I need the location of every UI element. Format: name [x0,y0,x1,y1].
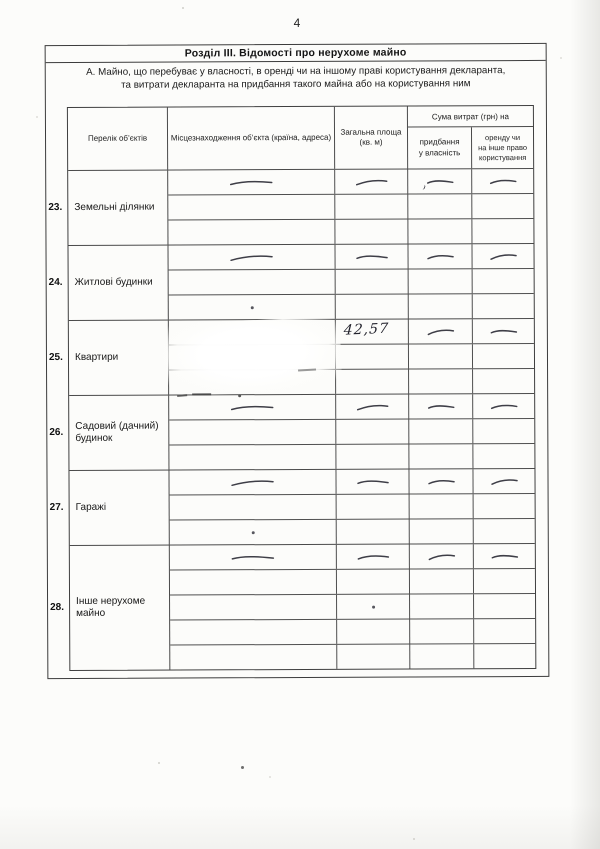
row-number: 26. [49,426,64,439]
scan-speckle [241,766,244,769]
rent-cost-cell [472,194,533,218]
table-row-block [50,543,536,670]
rent-cost-cell [473,269,534,293]
location-cell [169,395,336,420]
location-cell [168,245,335,270]
handwritten-dash-icon [355,177,388,186]
handwritten-dash-icon [230,253,274,262]
rent-cost-cell [473,319,534,343]
area-cell [336,345,409,369]
area-cell [337,645,410,669]
location-cell [168,195,335,220]
form-outer-box [45,43,550,679]
header-costs-group-title: Сума витрат (грн) на [408,106,533,128]
header-location: Місцезнаходження об’єкта (країна, адреса) [168,107,335,170]
section-subtitle-line2: та витрати декларанта на придбання такого майна або на користування ним [121,77,471,91]
purchase-cost-cell [409,444,473,468]
handwritten-dash-icon [355,252,388,261]
purchase-cost-cell [409,344,473,368]
area-cell [337,620,410,644]
scan-edge-shading-right [570,0,600,849]
area-cell [337,595,410,619]
table-subrow [169,368,534,395]
row-subrows [169,469,534,545]
handwritten-dot [372,605,375,608]
area-cell [336,445,409,469]
location-cell [169,320,336,345]
table-subrow [170,618,535,645]
rent-cost-cell [473,419,534,443]
handwritten-dot [250,306,253,309]
scan-speckle [158,762,160,764]
rent-cost-cell [474,544,535,568]
row-subrows [169,394,534,470]
table-subrow [169,394,534,420]
section-subtitle [46,65,546,92]
area-cell [337,495,410,519]
handwritten-dash-icon [426,177,454,186]
handwritten-dash-icon [231,553,275,562]
header-costs-group [408,106,533,169]
table-row-block [48,168,533,245]
row-subrows [168,244,533,320]
row-subrows [168,169,533,245]
handwritten-dash-icon [490,402,518,411]
rent-cost-cell [474,644,535,668]
area-cell [336,270,409,294]
handwritten-dash-icon [356,402,389,411]
table-subrow [169,319,534,345]
table-subrow [168,169,533,195]
table-subrow [168,193,533,220]
rent-cost-cell [473,394,534,418]
row-label: Земельні ділянки [68,171,168,245]
row-subrows [170,544,536,670]
table-subrow [170,643,535,670]
table-subrow [168,218,533,245]
row-label: Інше нерухоме майно [70,546,171,670]
header-objects: Перелік об’єктів [68,108,168,170]
header-total-area: Загальна площа (кв. м) [335,107,408,169]
handwritten-dash-icon [229,178,273,187]
row-label: Гаражі [69,471,169,545]
row-number: 28. [50,601,65,614]
rent-cost-cell [473,444,534,468]
area-cell [335,170,408,194]
purchase-cost-cell [410,519,474,543]
location-cell [169,420,336,445]
area-cell [337,545,410,569]
scan-speckle [36,116,38,118]
purchase-cost-cell [410,594,474,618]
table-subrow [170,544,535,570]
table-row-block [48,318,534,395]
area-cell [335,245,408,269]
table-subrow [170,593,535,620]
rent-cost-cell [474,594,535,618]
row-number: 23. [48,201,63,214]
handwritten-dash-icon [426,327,454,336]
area-cell [337,570,410,594]
table-subrow [169,418,534,445]
location-cell [169,445,336,470]
purchase-cost-cell [409,469,473,493]
location-cell [170,570,337,595]
handwritten-dash-icon [490,552,518,561]
location-cell [170,545,337,570]
handwritten-dash-icon [230,403,274,412]
rent-cost-cell [472,219,533,243]
table-subrow [170,493,535,520]
rent-cost-cell [473,344,534,368]
handwritten-dash-icon [427,477,455,486]
rent-cost-cell [472,244,533,268]
header-cost-rent: оренду чи на інше право користування [478,132,528,162]
location-cell [170,595,337,620]
scan-speckle [182,7,184,9]
location-cell [168,220,335,245]
table-subrow [169,469,534,495]
area-cell [336,470,409,494]
handwritten-dash-icon [356,477,389,486]
handwritten-dash-icon [427,552,455,561]
purchase-cost-cell [410,619,474,643]
handwritten-value: 42,57 [343,320,390,339]
table-row-block [49,393,534,470]
rent-cost-cell [473,294,534,318]
location-cell [169,370,336,395]
purchase-cost-cell [410,569,474,593]
handwritten-dash-icon [427,402,455,411]
row-label: Житлові будинки [68,246,168,320]
rent-cost-cell [474,569,535,593]
table-subrow [169,293,534,320]
rent-cost-cell [473,469,534,493]
handwritten-dash-icon [489,177,517,186]
row-number: 24. [48,276,63,289]
purchase-cost-cell [409,369,473,393]
scan-speckle [269,776,271,778]
purchase-cost-cell [409,269,473,293]
area-cell [336,320,409,344]
row-label: Садовий (дачний) будинок [69,396,169,470]
purchase-cost-cell [409,419,473,443]
table-subrow [169,268,534,295]
rent-cost-cell [473,369,534,393]
location-cell [170,645,337,670]
page-number: 4 [293,16,301,30]
purchase-cost-cell [408,244,472,268]
handwritten-dash-icon [426,252,454,261]
location-cell [168,170,335,195]
purchase-cost-cell [408,194,472,218]
table-subrow [169,443,534,470]
table-subrow [169,343,534,370]
row-subrows [169,319,534,395]
rent-cost-cell [474,619,535,643]
section-subtitle-line1: А. Майно, що перебуває у власності, в оренді чи на іншому праві користування декларанта, [86,65,506,78]
area-cell [335,220,408,244]
handwritten-dash-icon [490,477,518,486]
handwritten-dash-icon [489,327,517,336]
table-header-row [68,106,533,170]
handwritten-dash-icon [356,552,389,561]
row-number: 27. [49,501,64,514]
header-cost-purchase: придбання у власність [408,127,472,168]
location-cell [169,295,336,320]
rent-cost-cell [472,169,533,193]
area-cell [336,420,409,444]
table-row-block [49,468,534,545]
scan-speckle [560,57,562,59]
location-cell [170,520,337,545]
purchase-cost-cell [410,544,474,568]
area-cell [336,370,409,394]
table-subrow [168,244,533,270]
handwritten-dash-icon [231,478,275,487]
location-cell [169,470,336,495]
purchase-cost-cell [409,319,473,343]
scan-speckle [413,838,415,840]
purchase-cost-cell [408,219,472,243]
table-subrow [170,518,535,545]
purchase-cost-cell [409,394,473,418]
location-cell [169,345,336,370]
rent-cost-cell [474,494,535,518]
row-label: Квартири [69,321,169,395]
property-table-body [48,168,535,670]
purchase-cost-cell [409,294,473,318]
purchase-cost-cell [408,169,472,193]
area-cell [336,395,409,419]
section-title: Розділ III. Відомості про нерухоме майно [46,44,546,63]
purchase-cost-cell [410,644,474,668]
table-row-block [48,243,533,320]
scan-edge-shading-bottom [0,805,600,849]
area-cell [335,195,408,219]
area-cell [336,295,409,319]
rent-cost-cell [474,519,535,543]
location-cell [169,270,336,295]
area-cell [337,520,410,544]
row-number: 25. [48,351,63,364]
table-subrow [170,568,535,595]
handwritten-dot [251,531,254,534]
location-cell [170,620,337,645]
handwritten-dash-icon [489,252,517,261]
purchase-cost-cell [410,494,474,518]
location-cell [170,495,337,520]
property-table [48,105,536,671]
